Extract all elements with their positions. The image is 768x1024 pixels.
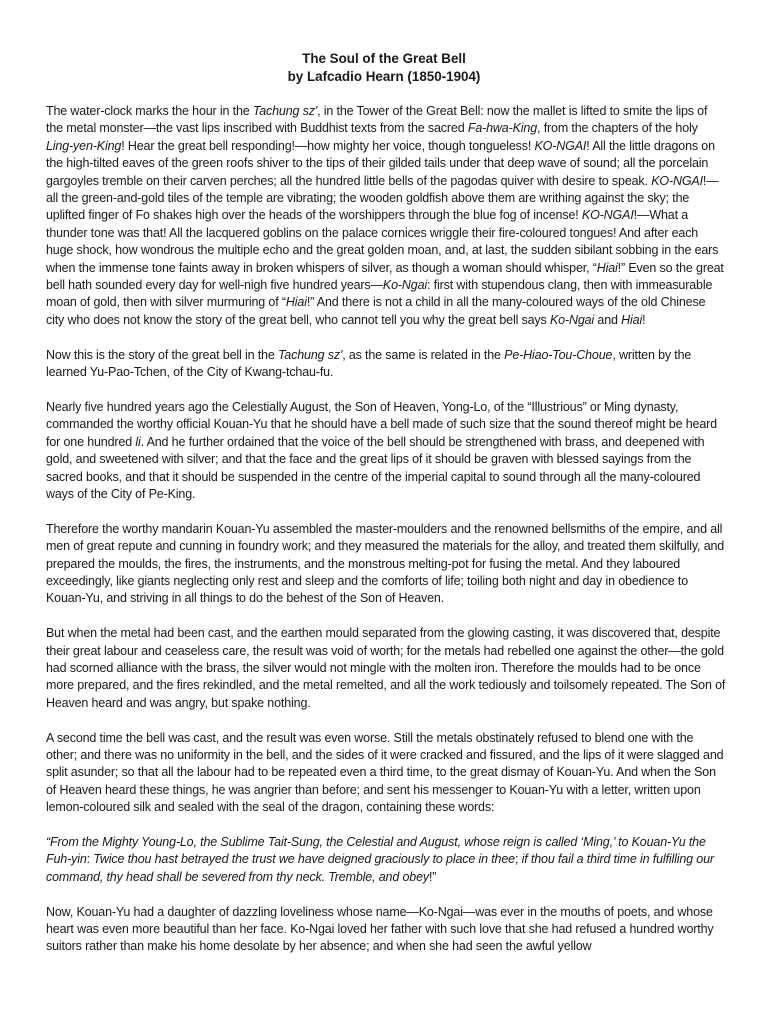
paragraph-text: , in the Tower of the Great Bell: now the mallet is lifted to smite the lips of the metal monster—the vast lips inscribed with Buddhist texts from the sacred xyxy=(46,104,708,136)
story-body xyxy=(46,103,726,956)
paragraph-text: !” Even so the great bell hath sounded every day for well-nigh five hundred years— xyxy=(46,260,724,293)
italic-text: if thou fail a third time in fulfilling our command, thy head shall be severed from thy neck. Tremble, and obey xyxy=(46,852,714,884)
paragraph-text: !—What a thunder tone was that! All the lacquered goblins on the palace cornices wriggle their fire-coloured tongues! And after each huge shock, how wondrous the multiple echo and the great golden moan, and, at last, the sudden sibilant sobbing in the ears when the immense tone faints away in broken whispers of silver, as though a woman should whisper, “ xyxy=(46,208,719,275)
paragraph-text: Now this is the story of the great bell in the xyxy=(46,347,278,362)
body-paragraph xyxy=(46,625,726,712)
paragraph-text: , from the chapters of the holy xyxy=(537,121,698,136)
paragraph-text: ! All the little dragons on the high-tilted eaves of the green roofs shiver to the tips of their gilded tails under that deep wave of sound; all the porcelain gargoyles tremble on their carven perches; all the hundred little bells of the pagodas quiver with desire to speak. xyxy=(46,138,715,188)
italic-text: Fa-hwa-King xyxy=(467,121,538,136)
italic-text: Pe-Hiao-Tou-Choue xyxy=(504,347,613,362)
paragraph-text: !—all the green-and-gold tiles of the temple are vibrating; the wooden goldfish above them are writhing against the sky; the uplifted finger of Fo shakes high over the heads of the worshippers through the blue fog of incense! xyxy=(46,173,719,223)
body-paragraph xyxy=(46,521,726,608)
body-paragraph xyxy=(46,834,726,886)
paragraph-text: , written by the learned Yu-Pao-Tchen, of the City of Kwang-tchau-fu. xyxy=(46,347,692,380)
italic-text: Ling-yen-King xyxy=(46,138,122,153)
italic-text: KO-NGAI xyxy=(651,173,703,188)
paragraph-text: !” xyxy=(428,869,437,884)
paragraph-text: and xyxy=(594,312,622,327)
italic-text: Ko-Ngai xyxy=(382,278,428,293)
italic-text: “From the Mighty Young-Lo, the Sublime Tait-Sung, the Celestial and August, whose reign is called ‘Ming,’ to Kouan-Yu the Fuh-yin xyxy=(46,834,706,867)
paragraph-text: . And he further ordained that the voice of the bell should be strengthened with brass, and deepened with gold, and sweetened with silver; and that the face and the great lips of it should be graven with blessed sayings from the sacred books, and that it should be suspended in the centre of the imperial capital to sound through all the many-coloured ways of the City of Pe-King. xyxy=(46,434,705,501)
paragraph-text: ; xyxy=(514,852,522,867)
paragraph-text: But when the metal had been cast, and the earthen mould separated from the glowing casting, it was discovered that, despite their great labour and ceaseless care, the result was void of worth; for the metals had rebelled one against the other—the gold had scorned alliance with the brass, the silver would not mingle with the molten iron. Therefore the moulds had to be once more prepared, and the fires rekindled, and the metal remelted, and all the work tediously and toilsomely repeated. The Son of Heaven heard and was angry, but spake nothing. xyxy=(46,626,726,710)
paragraph-text: !” And there is not a child in all the many-coloured ways of the old Chinese city who does not know the story of the great bell, who cannot tell you why the great bell says xyxy=(46,295,706,327)
paragraph-text: Therefore the worthy mandarin Kouan-Yu assembled the master-moulders and the renowned bellsmiths of the empire, and all men of great repute and cunning in foundry work; and they measured the materials for the alloy, and treated them skilfully, and prepared the moulds, the fires, the instruments, and the monstrous melting-pot for fusing the metal. And they laboured exceedingly, like giants neglecting only rest and sleep and the comforts of life; toiling both night and day in obedience to Kouan-Yu, and striving in all things to do the behest of the Son of Heaven. xyxy=(46,521,725,606)
paragraph-text: The water-clock marks the hour in the xyxy=(46,104,253,118)
byline: by Lafcadio Hearn (1850-1904) xyxy=(287,69,481,84)
paragraph-text: Nearly five hundred years ago the Celestially August, the Son of Heaven, Yong-Lo, of the “Illustrious” or Ming dynasty, commanded the worthy official Kouan-Yu that he should have a bell made of such size that the sound thereof might be heard for one hundred xyxy=(46,399,717,449)
paragraph-text: ! Hear the great bell responding!—how mighty her voice, though tongueless! xyxy=(121,138,535,153)
italic-text: Hiai xyxy=(621,312,643,327)
italic-text: Hiai xyxy=(596,260,618,275)
italic-text: Hiai xyxy=(285,295,307,310)
paragraph-text: ! xyxy=(642,312,646,327)
paragraph-text: : xyxy=(86,852,94,867)
page-title: The Soul of the Great Bell xyxy=(302,51,466,66)
title-block xyxy=(0,50,768,86)
italic-text: KO-NGAI xyxy=(534,138,587,153)
italic-text: Twice thou hast betrayed the trust we have deigned graciously to place in thee xyxy=(93,852,515,867)
body-paragraph xyxy=(46,103,726,329)
italic-text: Tachung sz' xyxy=(277,347,343,362)
paragraph-text: Now, Kouan-Yu had a daughter of dazzling loveliness whose name—Ko-Ngai—was ever in the mouths of poets, and whose heart was even more beautiful than her face. Ko-Ngai loved her father with such love that she had refused a hundred worthy suitors rather than make his home desolate by her absence; and when she had seen the awful yellow xyxy=(46,904,714,954)
body-paragraph xyxy=(46,730,726,817)
italic-text: Ko-Ngai xyxy=(549,312,595,327)
paragraph-text: : first with stupendous clang, then with immeasurable moan of gold, then with silver murmuring of “ xyxy=(46,278,713,310)
paragraph-text: A second time the bell was cast, and the result was even worse. Still the metals obstinately refused to blend one with the other; and there was no uniformity in the bell, and the sides of it were cracked and fissured, and the lips of it were slagged and split asunder; so that all the labour had to be repeated even a third time, to the great dismay of Kouan-Yu. And when the Son of Heaven heard these things, he was angrier than before; and sent his messenger to Kouan-Yu with a letter, written upon lemon-coloured silk and sealed with the seal of the dragon, containing these words: xyxy=(46,730,724,815)
paragraph-text: , as the same is related in the xyxy=(342,347,505,362)
body-paragraph xyxy=(46,347,726,382)
body-paragraph xyxy=(46,904,726,956)
italic-text: Tachung sz' xyxy=(252,104,318,118)
body-paragraph xyxy=(46,399,726,503)
italic-text: li xyxy=(135,434,141,449)
italic-text: KO-NGAI xyxy=(581,208,634,223)
